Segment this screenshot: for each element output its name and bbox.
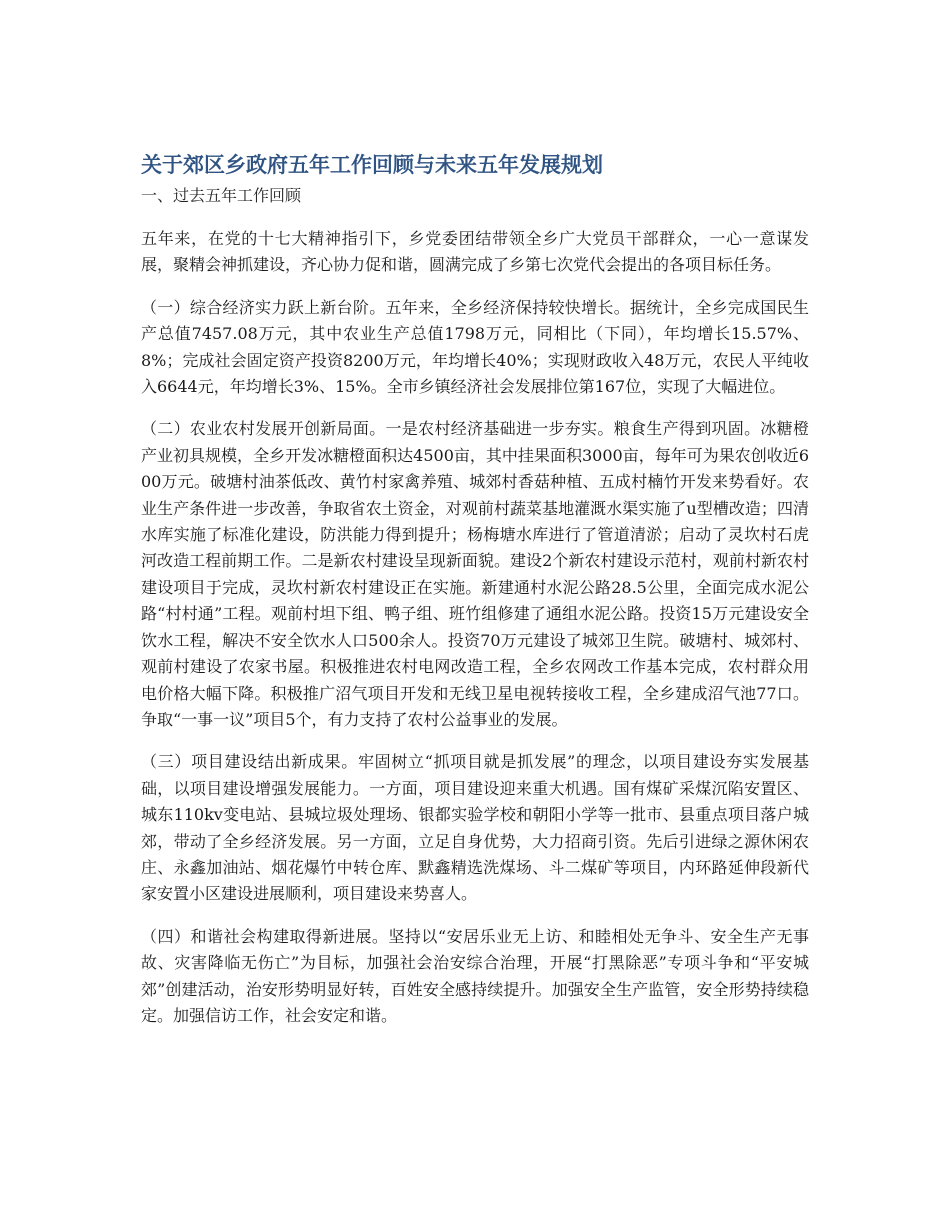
- paragraph-projects: （三）项目建设结出新成果。牢固树立“抓项目就是抓发展”的理念，以项目建设夯实发展基础，以项目建设增强发展能力。一方面，项目建设迎来重大机遇。国有煤矿采煤沉陷安置区、城东110kv变电站、县城垃圾处理场、银都实验学校和朝阳小学等一批市、县重点项目落户城郊，带动了全乡经济发展。另一方面，立足自身优势，大力招商引资。先后引进绿之源休闲农庄、永鑫加油站、烟花爆竹中转仓库、默鑫精选洗煤场、斗二煤矿等项目，内环路延伸段新代家安置小区建设进展顺利，项目建设来势喜人。: [141, 752, 809, 904]
- paragraph-society: （四）和谐社会构建取得新进展。坚持以“安居乐业无上访、和睦相处无争斗、安全生产无事故、灾害降临无伤亡”为目标，加强社会治安综合治理，开展“打黑除恶”专项斗争和“平安城郊”创建活动，治安形势明显好转，百姓安全感持续提升。加强安全生产监管，安全形势持续稳定。加强信访工作，社会安定和谐。: [141, 926, 809, 1025]
- document-title: 关于郊区乡政府五年工作回顾与未来五年发展规划: [141, 152, 603, 177]
- section-heading: 一、过去五年工作回顾: [141, 186, 302, 205]
- document-body: [141, 150, 809, 1029]
- paragraph-economy: （一）综合经济实力跃上新台阶。五年来，全乡经济保持较快增长。据统计，全乡完成国民生产总值7457.08万元，其中农业生产总值1798万元，同相比（下同），年均增长15.57%、8%；完成社会固定资产投资8200万元，年均增长40%；实现财政收入48万元，农民人平纯收入6644元，年均增长3%、15%。全市乡镇经济社会发展排位第167位，实现了大幅进位。: [141, 297, 809, 397]
- paragraph-intro: 五年来，在党的十七大精神指引下，乡党委团结带领全乡广大党员干部群众，一心一意谋发展，聚精会神抓建设，齐心协力促和谐，圆满完成了乡第七次党代会提出的各项目标任务。: [141, 229, 809, 275]
- paragraph-agriculture: （二）农业农村发展开创新局面。一是农村经济基础进一步夯实。粮食生产得到巩固。冰糖橙产业初具规模，全乡开发冰糖橙面积达4500亩，其中挂果面积3000亩，每年可为果农创收近600万元。破塘村油茶低改、黄竹村家禽养殖、城郊村香菇种植、五成村楠竹开发来势看好。农业生产条件进一步改善，争取省农土资金，对观前村蔬菜基地灌溉水渠实施了u型槽改造；四清水库实施了标准化建设，防洪能力得到提升；杨梅塘水库进行了管道清淤；启动了灵坎村石虎河改造工程前期工作。二是新农村建设呈现新面貌。建设2个新农村建设示范村，观前村新农村建设项目于完成，灵坎村新农村建设正在实施。新建通村水泥公路28.5公里，全面完成水泥公路“村村通”工程。观前村坦下组、鸭子组、班竹组修建了通组水泥公路。投资15万元建设安全饮水工程，解决不安全饮水人口500余人。投资70万元建设了城郊卫生院。破塘村、城郊村、观前村建设了农家书屋。积极推进农村电网改造工程，全乡农网改工作基本完成，农村群众用电价格大幅下降。积极推广沼气项目开发和无线卫星电视转接收工程，全乡建成沼气池77口。争取“一事一议”项目5个，有力支持了农村公益事业的发展。: [141, 419, 809, 729]
